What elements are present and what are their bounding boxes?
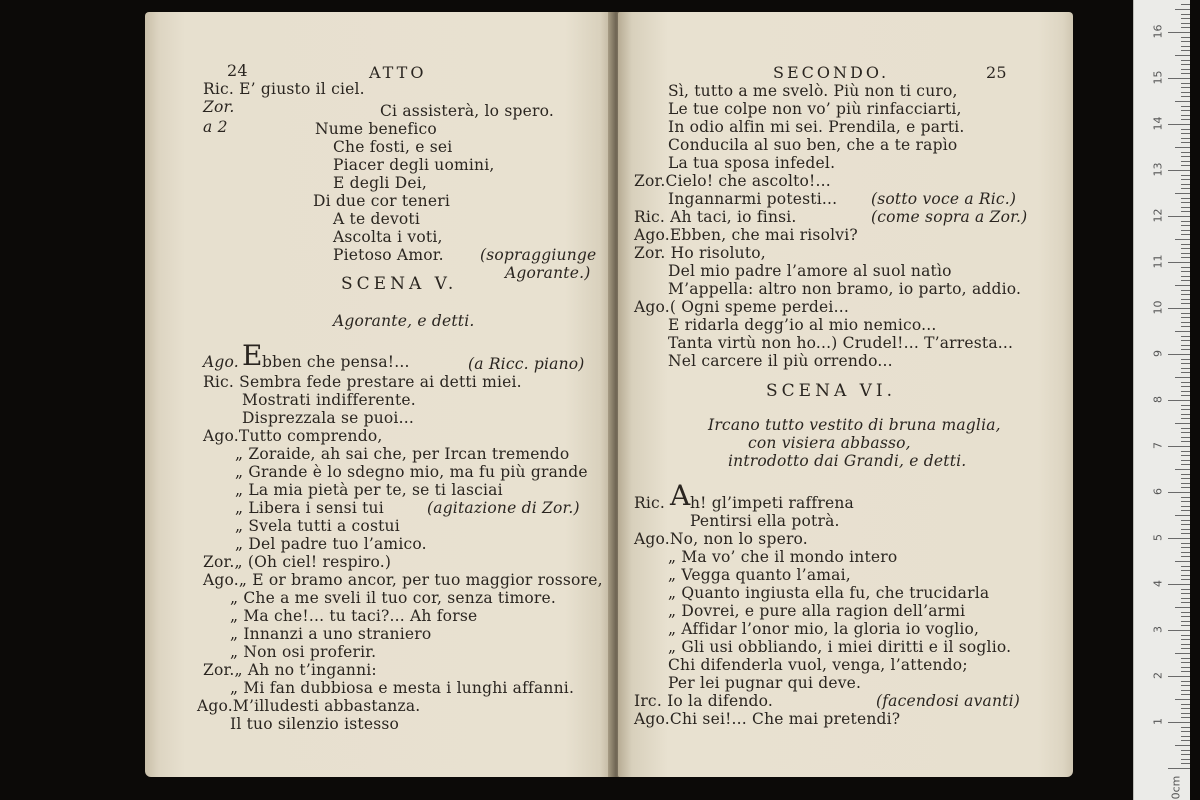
- text-line: La tua sposa infedel.: [668, 154, 836, 172]
- text-line: E ridarla degg’io al mio nemico...: [668, 316, 937, 334]
- ruler-tick: [1181, 313, 1190, 314]
- ruler-tick: [1168, 216, 1190, 217]
- text-line: Zor. Ho risoluto,: [634, 244, 766, 262]
- text-line: Zor.„ (Oh ciel! respiro.): [203, 553, 392, 571]
- ruler-tick: [1181, 405, 1190, 406]
- ruler-number: 12: [1151, 208, 1165, 223]
- ruler-tick: [1175, 653, 1190, 654]
- ruler-tick: [1168, 538, 1190, 539]
- text-line: Che fosti, e sei: [333, 138, 453, 156]
- scene-characters: con visiera abbasso,: [748, 434, 911, 452]
- ruler-tick: [1168, 446, 1190, 447]
- ruler-tick: [1181, 395, 1190, 396]
- ruler-tick: [1168, 124, 1190, 125]
- page-number: 24: [227, 61, 248, 80]
- text-line: „ Mi fan dubbiosa e mesta i lunghi affanni.: [230, 679, 575, 697]
- text-line: E degli Dei,: [333, 174, 427, 192]
- ruler-tick: [1168, 308, 1190, 309]
- stage-direction: Agorante.): [505, 264, 591, 282]
- text-line: Ago.Ebben, che mai risolvi?: [634, 226, 858, 244]
- ruler-tick: [1181, 23, 1190, 24]
- text-line: „ Del padre tuo l’amico.: [235, 535, 427, 553]
- left-page: [145, 12, 615, 777]
- ruler-tick: [1181, 717, 1190, 718]
- ruler-tick: [1181, 50, 1190, 51]
- ruler-tick: [1175, 331, 1190, 332]
- ruler-number: 7: [1151, 442, 1165, 449]
- ruler-tick: [1181, 566, 1190, 567]
- ruler-tick: [1168, 584, 1190, 585]
- ruler-tick: [1181, 685, 1190, 686]
- ruler-tick: [1181, 41, 1190, 42]
- ruler-tick: [1181, 119, 1190, 120]
- ruler-tick: [1181, 211, 1190, 212]
- ruler-tick: [1181, 552, 1190, 553]
- ruler-tick: [1181, 731, 1190, 732]
- ruler-tick: [1175, 561, 1190, 562]
- ruler-number: 3: [1151, 626, 1165, 633]
- ruler-tick: [1181, 60, 1190, 61]
- ruler-tick: [1181, 294, 1190, 295]
- ruler-tick: [1181, 533, 1190, 534]
- ruler-tick: [1181, 529, 1190, 530]
- ruler-tick: [1181, 202, 1190, 203]
- ruler-number: 15: [1151, 70, 1165, 85]
- scene-characters: Ircano tutto vestito di bruna maglia,: [708, 416, 1001, 434]
- stage-direction: (agitazione di Zor.): [427, 499, 580, 517]
- ruler-tick: [1181, 257, 1190, 258]
- stage-direction: (facendosi avanti): [876, 692, 1021, 710]
- ruler-tick: [1181, 570, 1190, 571]
- text-line: Ago.„ E or bramo ancor, per tuo maggior rossore,: [203, 571, 603, 589]
- ruler-tick: [1181, 736, 1190, 737]
- scene-characters: Agorante, e detti.: [333, 312, 475, 330]
- ruler-tick: [1175, 147, 1190, 148]
- ruler-tick: [1181, 750, 1190, 751]
- ruler-tick: [1181, 184, 1190, 185]
- ruler-tick: [1181, 667, 1190, 668]
- ruler-tick: [1181, 165, 1190, 166]
- text-line: Tanta virtù non ho...) Crudel!... T’arresta...: [668, 334, 1014, 352]
- ruler-number: 13: [1151, 162, 1165, 177]
- ruler-tick: [1181, 639, 1190, 640]
- text-line: In odio alfin mi sei. Prendila, e parti.: [668, 118, 965, 136]
- ruler-tick: [1181, 474, 1190, 475]
- text-line: Irc. Io la difendo.: [634, 692, 774, 710]
- ruler-tick: [1181, 336, 1190, 337]
- ruler-tick: [1181, 267, 1190, 268]
- ruler-tick: [1181, 290, 1190, 291]
- ruler-tick: [1181, 543, 1190, 544]
- ruler-tick: [1181, 69, 1190, 70]
- ruler-tick: [1181, 115, 1190, 116]
- ruler-tick: [1181, 602, 1190, 603]
- ruler-tick: [1181, 612, 1190, 613]
- text-line: Per lei pugnar qui deve.: [668, 674, 862, 692]
- ruler-tick: [1181, 234, 1190, 235]
- stage-direction: (sotto voce a Ric.): [871, 190, 1017, 208]
- text-line: „ Ma vo’ che il mondo intero: [668, 548, 898, 566]
- page-number: 25: [986, 63, 1007, 82]
- ruler-tick: [1181, 616, 1190, 617]
- ruler-tick: [1181, 464, 1190, 465]
- ruler-tick: [1168, 32, 1190, 33]
- ruler-number: 2: [1151, 672, 1165, 679]
- ruler-tick: [1181, 690, 1190, 691]
- ruler-tick: [1181, 704, 1190, 705]
- ruler-tick: [1181, 106, 1190, 107]
- ruler-tick: [1181, 156, 1190, 157]
- ruler-tick: [1181, 437, 1190, 438]
- text-line: „ Zoraide, ah sai che, per Ircan tremendo: [235, 445, 570, 463]
- ruler-tick: [1181, 520, 1190, 521]
- ruler-tick: [1181, 418, 1190, 419]
- ruler-tick: [1175, 101, 1190, 102]
- ruler-tick: [1181, 253, 1190, 254]
- ruler-tick: [1181, 648, 1190, 649]
- ruler-tick: [1181, 589, 1190, 590]
- ruler-tick: [1181, 244, 1190, 245]
- ruler-tick: [1181, 303, 1190, 304]
- ruler-tick: [1175, 55, 1190, 56]
- measurement-ruler: [1133, 0, 1190, 800]
- text-line: Nel carcere il più orrendo...: [668, 352, 893, 370]
- text-line: Pietoso Amor.: [333, 246, 444, 264]
- ruler-tick: [1181, 37, 1190, 38]
- ruler-tick: [1181, 635, 1190, 636]
- ruler-tick: [1181, 96, 1190, 97]
- ruler-tick: [1181, 455, 1190, 456]
- ruler-tick: [1181, 501, 1190, 502]
- ruler-tick: [1181, 547, 1190, 548]
- ruler-tick: [1181, 359, 1190, 360]
- text-line: Di due cor teneri: [313, 192, 450, 210]
- ruler-number: 8: [1151, 396, 1165, 403]
- ruler-tick: [1181, 391, 1190, 392]
- ruler-tick: [1181, 644, 1190, 645]
- text-line: Nume benefico: [315, 120, 437, 138]
- text-line: Sì, tutto a me svelò. Più non ti curo,: [668, 82, 958, 100]
- text-line: bben che pensa!...: [262, 353, 410, 371]
- ruler-tick: [1181, 248, 1190, 249]
- text-line: Ascolta i voti,: [333, 228, 443, 246]
- ruler-number: 5: [1151, 534, 1165, 541]
- ruler-tick: [1181, 681, 1190, 682]
- text-line: Ago.No, non lo spero.: [634, 530, 808, 548]
- text-line: „ Grande è lo sdegno mio, ma fu più grande: [235, 463, 588, 481]
- ruler-tick: [1168, 354, 1190, 355]
- speaker-label: Ric.: [634, 494, 666, 512]
- text-line: Del mio padre l’amore al suol natìo: [668, 262, 952, 280]
- ruler-tick: [1181, 349, 1190, 350]
- text-line: Ago.Tutto comprendo,: [203, 427, 383, 445]
- ruler-tick: [1181, 142, 1190, 143]
- ruler-tick: [1181, 345, 1190, 346]
- ruler-tick: [1181, 317, 1190, 318]
- ruler-tick: [1175, 193, 1190, 194]
- ruler-tick: [1181, 87, 1190, 88]
- ruler-tick: [1181, 713, 1190, 714]
- ruler-tick: [1181, 230, 1190, 231]
- ruler-number: 4: [1151, 580, 1165, 587]
- running-head: ATTO: [369, 63, 427, 82]
- scene-heading: SCENA V.: [341, 274, 458, 294]
- text-line: Zor.„ Ah no t’inganni:: [203, 661, 377, 679]
- ruler-tick: [1181, 483, 1190, 484]
- ruler-tick: [1181, 414, 1190, 415]
- drop-capital: A: [670, 479, 691, 512]
- ruler-tick: [1181, 225, 1190, 226]
- ruler-tick: [1181, 510, 1190, 511]
- ruler-tick: [1181, 179, 1190, 180]
- scene-heading: SCENA VI.: [766, 381, 897, 401]
- ruler-tick: [1168, 722, 1190, 723]
- ruler-tick: [1181, 110, 1190, 111]
- text-line: Ric. E’ giusto il ciel.: [203, 80, 365, 98]
- stage-direction: (a Ricc. piano): [468, 355, 585, 373]
- text-line: Ingannarmi potesti...: [668, 190, 838, 208]
- ruler-tick: [1181, 497, 1190, 498]
- text-line: Zor.Cielo! che ascolto!...: [634, 172, 831, 190]
- ruler-tick: [1181, 593, 1190, 594]
- ruler-tick: [1181, 759, 1190, 760]
- text-line: „ Dovrei, e pure alla ragion dell’armi: [668, 602, 966, 620]
- ruler-tick: [1181, 460, 1190, 461]
- ruler-tick: [1181, 763, 1190, 764]
- ruler-tick: [1181, 138, 1190, 139]
- ruler-tick: [1175, 423, 1190, 424]
- ruler-number: 1: [1151, 718, 1165, 725]
- ruler-tick: [1181, 4, 1190, 5]
- ruler-tick: [1168, 630, 1190, 631]
- ruler-tick: [1181, 198, 1190, 199]
- text-line: „ Vegga quanto l’amai,: [668, 566, 851, 584]
- ruler-tick: [1181, 625, 1190, 626]
- stage-direction: (sopraggiunge: [480, 246, 597, 264]
- ruler-tick: [1175, 515, 1190, 516]
- ruler-tick: [1175, 377, 1190, 378]
- ruler-tick: [1181, 372, 1190, 373]
- ruler-tick: [1181, 386, 1190, 387]
- ruler-tick: [1181, 662, 1190, 663]
- ruler-tick: [1181, 694, 1190, 695]
- text-line: „ La mia pietà per te, se ti lasciai: [235, 481, 503, 499]
- ruler-tick: [1181, 368, 1190, 369]
- ruler-tick: [1175, 469, 1190, 470]
- text-line: Ago.Chi sei!... Che mai pretendi?: [634, 710, 901, 728]
- ruler-tick: [1181, 271, 1190, 272]
- ruler-number: 10: [1151, 300, 1165, 315]
- text-line: „ Quanto ingiusta ella fu, che trucidarla: [668, 584, 990, 602]
- ruler-tick: [1181, 658, 1190, 659]
- speaker-label: a 2: [203, 118, 228, 136]
- ruler-tick: [1168, 78, 1190, 79]
- ruler-number: 11: [1151, 254, 1165, 269]
- ruler-tick: [1181, 428, 1190, 429]
- ruler-tick: [1181, 92, 1190, 93]
- ruler-tick: [1181, 276, 1190, 277]
- ruler-tick: [1181, 175, 1190, 176]
- ruler-number: 16: [1151, 24, 1165, 39]
- ruler-tick: [1181, 188, 1190, 189]
- text-line: „ Gli usi obbliando, i miei diritti e il soglio.: [668, 638, 1012, 656]
- ruler-tick: [1181, 524, 1190, 525]
- ruler-tick: [1181, 161, 1190, 162]
- ruler-tick: [1181, 340, 1190, 341]
- ruler-tick: [1168, 768, 1190, 769]
- ruler-tick: [1181, 708, 1190, 709]
- ruler-tick: [1181, 64, 1190, 65]
- ruler-tick: [1181, 299, 1190, 300]
- ruler-tick: [1181, 451, 1190, 452]
- text-line: A te devoti: [333, 210, 421, 228]
- ruler-tick: [1181, 27, 1190, 28]
- ruler-tick: [1175, 285, 1190, 286]
- text-line: „ Svela tutti a costui: [235, 517, 400, 535]
- ruler-tick: [1181, 73, 1190, 74]
- text-line: Chi difenderla vuol, venga, l’attendo;: [668, 656, 968, 674]
- ruler-tick: [1181, 432, 1190, 433]
- ruler-tick: [1181, 487, 1190, 488]
- ruler-tick: [1181, 18, 1190, 19]
- drop-capital: E: [242, 339, 263, 372]
- open-book: [140, 12, 1075, 782]
- speaker-label: Zor.: [203, 98, 235, 116]
- ruler-number: 14: [1151, 116, 1165, 131]
- text-line: Il tuo silenzio istesso: [230, 715, 400, 733]
- ruler-number: 9: [1151, 350, 1165, 357]
- text-line: „ Non osi proferir.: [230, 643, 377, 661]
- ruler-tick: [1181, 478, 1190, 479]
- ruler-tick: [1181, 441, 1190, 442]
- running-head: SECONDO.: [773, 63, 890, 82]
- ruler-tick: [1175, 745, 1190, 746]
- text-line: M’appella: altro non bramo, io parto, addio.: [668, 280, 1022, 298]
- ruler-tick: [1168, 262, 1190, 263]
- right-page: [618, 12, 1073, 777]
- text-line: Ric. Sembra fede prestare ai detti miei.: [203, 373, 522, 391]
- ruler-tick: [1181, 133, 1190, 134]
- text-line: Ric. Ah taci, io finsi.: [634, 208, 797, 226]
- ruler-tick: [1181, 556, 1190, 557]
- ruler-tick: [1181, 322, 1190, 323]
- ruler-tick: [1168, 492, 1190, 493]
- ruler-tick: [1181, 14, 1190, 15]
- ruler-tick: [1181, 129, 1190, 130]
- ruler-tick: [1181, 754, 1190, 755]
- ruler-tick: [1181, 280, 1190, 281]
- scene-characters: introdotto dai Grandi, e detti.: [728, 452, 967, 470]
- stage-direction: (come sopra a Zor.): [871, 208, 1028, 226]
- text-line: „ Innanzi a uno straniero: [230, 625, 432, 643]
- ruler-tick: [1168, 170, 1190, 171]
- text-line: h! gl’impeti raffrena: [690, 494, 854, 512]
- text-line: Disprezzala se puoi...: [242, 409, 414, 427]
- text-line: Conducila al suo ben, che a te rapìo: [668, 136, 958, 154]
- speaker-label: Ago.: [203, 353, 239, 371]
- ruler-number: 6: [1151, 488, 1165, 495]
- text-line: „ Affidar l’onor mio, la gloria io voglio,: [668, 620, 980, 638]
- ruler-tick: [1181, 46, 1190, 47]
- text-line: Piacer degli uomini,: [333, 156, 495, 174]
- ruler-tick: [1181, 221, 1190, 222]
- ruler-tick: [1181, 83, 1190, 84]
- text-line: „ Che a me sveli il tuo cor, senza timore.: [230, 589, 557, 607]
- ruler-tick: [1181, 363, 1190, 364]
- text-line: Pentirsi ella potrà.: [690, 512, 840, 530]
- ruler-tick: [1181, 207, 1190, 208]
- text-line: Ago.M’illudesti abbastanza.: [197, 697, 421, 715]
- ruler-tick: [1175, 699, 1190, 700]
- ruler-tick: [1181, 740, 1190, 741]
- ruler-tick: [1181, 671, 1190, 672]
- ruler-tick: [1181, 382, 1190, 383]
- ruler-tick: [1181, 409, 1190, 410]
- ruler-tick: [1175, 239, 1190, 240]
- text-line: Ci assisterà, lo spero.: [380, 102, 554, 120]
- ruler-tick: [1181, 621, 1190, 622]
- ruler-tick: [1181, 727, 1190, 728]
- ruler-tick: [1175, 607, 1190, 608]
- ruler-tick: [1168, 400, 1190, 401]
- ruler-tick: [1181, 575, 1190, 576]
- ruler-tick: [1181, 152, 1190, 153]
- text-line: Mostrati indifferente.: [242, 391, 416, 409]
- ruler-unit-label: 0cm: [1169, 775, 1183, 800]
- ruler-tick: [1181, 326, 1190, 327]
- ruler-tick: [1168, 676, 1190, 677]
- text-line: Ago.( Ogni speme perdei...: [634, 298, 849, 316]
- ruler-tick: [1181, 506, 1190, 507]
- ruler-tick: [1181, 598, 1190, 599]
- ruler-tick: [1175, 9, 1190, 10]
- text-line: Le tue colpe non vo’ più rinfacciarti,: [668, 100, 962, 118]
- text-line: „ Ma che!... tu taci?... Ah forse: [230, 607, 478, 625]
- ruler-tick: [1181, 579, 1190, 580]
- text-line: „ Libera i sensi tui: [235, 499, 384, 517]
